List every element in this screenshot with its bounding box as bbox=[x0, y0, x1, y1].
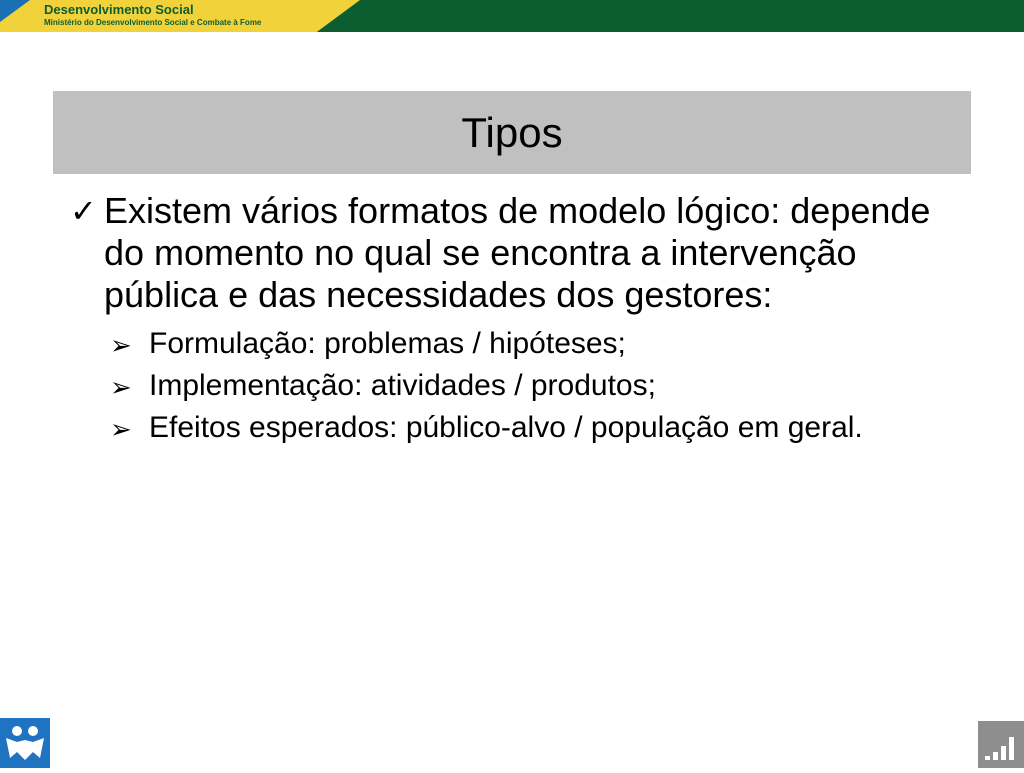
ministry-header-bar bbox=[0, 0, 1024, 32]
brand-subtitle: Ministério do Desenvolvimento Social e Combate à Fome bbox=[44, 18, 262, 27]
sub-bullet-text: Formulação: problemas / hipóteses; bbox=[149, 327, 626, 360]
slide-body bbox=[70, 190, 970, 446]
sub-bullet-item bbox=[110, 410, 970, 446]
slide-title-box bbox=[53, 91, 971, 174]
brand-title: Desenvolvimento Social bbox=[44, 2, 194, 17]
slide-title: Tipos bbox=[461, 108, 563, 156]
sub-bullet-item bbox=[110, 368, 970, 404]
sub-bullet-item bbox=[110, 326, 970, 362]
bar-chart-logo-icon bbox=[978, 721, 1024, 768]
sub-bullet-text: Implementação: atividades / produtos; bbox=[149, 369, 656, 402]
sub-bullet-text: Efeitos esperados: público-alvo / população em geral. bbox=[149, 411, 863, 444]
checkmark-icon: ✓ bbox=[70, 193, 97, 229]
main-bullet-item bbox=[70, 190, 970, 316]
main-bullet-text: Existem vários formatos de modelo lógico: depende do momento no qual se encontra a intervenção pública e das necessidades dos gestores: bbox=[104, 190, 931, 315]
arrowhead-icon: ➢ bbox=[110, 330, 132, 360]
arrowhead-icon: ➢ bbox=[110, 372, 132, 402]
people-logo-icon bbox=[0, 718, 50, 768]
arrowhead-icon: ➢ bbox=[110, 414, 132, 444]
